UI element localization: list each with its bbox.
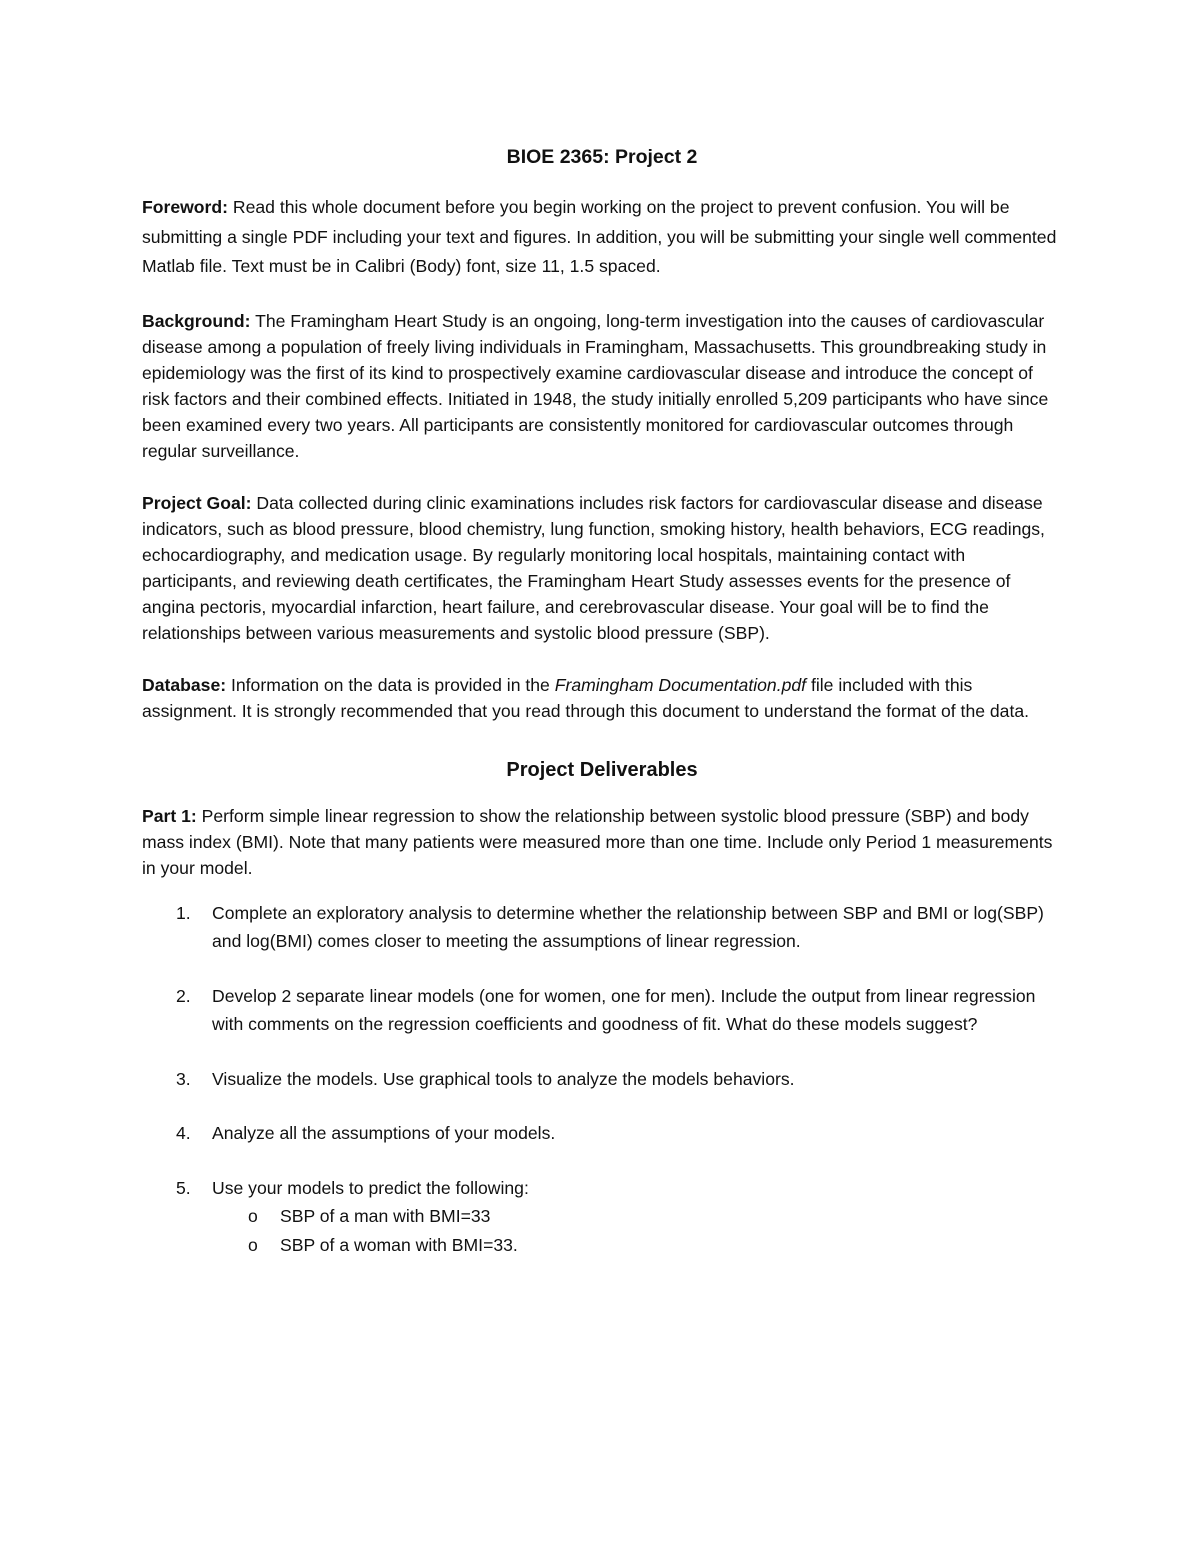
- foreword-paragraph: [142, 193, 1062, 282]
- task-number: 1.: [176, 902, 191, 923]
- prediction-text: SBP of a man with BMI=33: [280, 1206, 491, 1226]
- bullet-icon: o: [248, 1235, 258, 1255]
- database-text-before: Information on the data is provided in the: [226, 674, 555, 695]
- prediction-text: SBP of a woman with BMI=33.: [280, 1235, 518, 1255]
- task-number: 5.: [176, 1177, 191, 1198]
- project-goal-text: Data collected during clinic examinations includes risk factors for cardiovascular disease and disease indicators, such as blood pressure, blood chemistry, lung function, smoking history, health behaviors, ECG readings, echocardiography, and medication usage. By regularly monitoring local hospitals, maintaining contact with participants, and reviewing death certificates, the Framingham Heart Study assesses events for the presence of angina pectoris, myocardial infarction, heart failure, and cerebrovascular disease. Your goal will be to find the relationships between various measurements and systolic blood pressure (SBP).: [142, 492, 1045, 643]
- task-item: [142, 1119, 1062, 1148]
- database-filename: Framingham Documentation.pdf: [554, 674, 807, 695]
- bullet-icon: o: [248, 1206, 258, 1226]
- task-text: Use your models to predict the following:: [212, 1177, 529, 1198]
- prediction-item: [210, 1231, 1062, 1260]
- task-text: Analyze all the assumptions of your models.: [212, 1123, 556, 1143]
- background-paragraph: [142, 308, 1062, 464]
- task-list: [142, 899, 1062, 1261]
- part1-paragraph: [142, 803, 1062, 881]
- project-goal-paragraph: [142, 490, 1062, 646]
- task-number: 4.: [176, 1123, 191, 1143]
- task-item: [142, 899, 1062, 956]
- task-text: Visualize the models. Use graphical tools to analyze the models behaviors.: [212, 1068, 795, 1089]
- task-number: 3.: [176, 1068, 191, 1089]
- task-item: [142, 1174, 1062, 1261]
- database-label: Database:: [142, 674, 227, 695]
- deliverables-heading: Project Deliverables: [506, 758, 698, 781]
- task-text: Complete an exploratory analysis to determine whether the relationship between SBP and BMI or log(SBP) and log(BMI) comes closer to meeting the assumptions of linear regression.: [212, 902, 1044, 951]
- background-text: The Framingham Heart Study is an ongoing, long-term investigation into the causes of cardiovascular disease among a population of freely living individuals in Framingham, Massachusetts. This groundbreaking study in epidemiology was the first of its kind to prospectively examine cardiovascular disease and introduce the concept of risk factors and their combined effects. Initiated in 1948, the study initially enrolled 5,209 participants who have since been examined every two years. All participants are consistently monitored for cardiovascular outcomes through regular surveillance.: [142, 310, 1049, 461]
- task-item: [142, 982, 1062, 1039]
- prediction-item: [210, 1202, 1062, 1231]
- foreword-label: Foreword:: [142, 197, 229, 217]
- task-item: [142, 1065, 1062, 1094]
- document-title: BIOE 2365: Project 2: [506, 146, 698, 168]
- part1-text: Perform simple linear regression to show the relationship between systolic blood pressure (SBP) and body mass index (BMI). Note that many patients were measured more than one time. Include only Period 1 measurements in your model.: [142, 805, 1053, 878]
- background-label: Background:: [142, 310, 251, 331]
- part1-label: Part 1:: [142, 805, 197, 826]
- project-goal-label: Project Goal:: [142, 492, 252, 513]
- database-paragraph: [142, 672, 1062, 724]
- prediction-list: [212, 1202, 1062, 1260]
- task-number: 2.: [176, 985, 191, 1006]
- foreword-text: Read this whole document before you begin working on the project to prevent confusion. You will be submitting a single PDF including your text and figures. In addition, you will be submitting your single well commented Matlab file. Text must be in Calibri (Body) font, size 11, 1.5 spaced.: [142, 197, 1057, 276]
- task-text: Develop 2 separate linear models (one for women, one for men). Include the output from linear regression with comments on the regression coefficients and goodness of fit. What do these models suggest?: [212, 985, 1036, 1034]
- database-text-after: file included with this assignment. It is strongly recommended that you read through this document to understand the format of the data.: [142, 674, 1030, 721]
